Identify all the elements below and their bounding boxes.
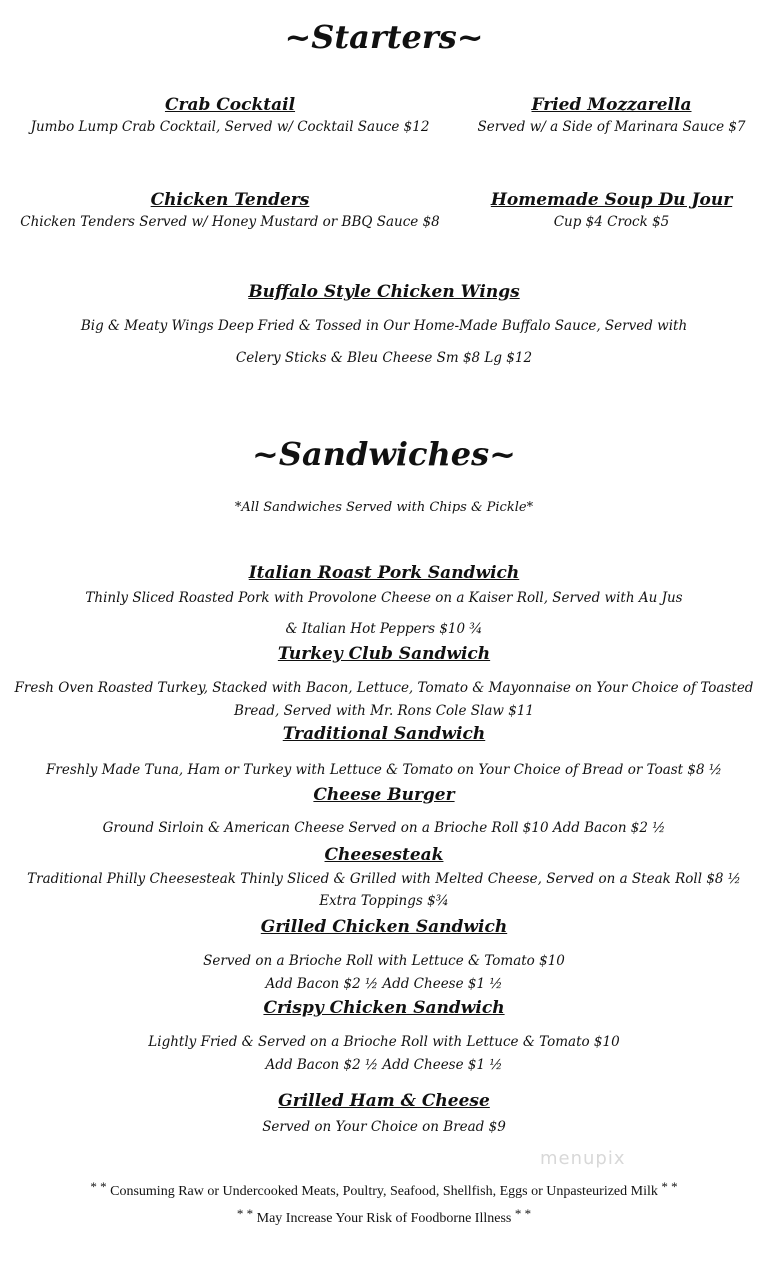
item-name: Chicken Tenders — [150, 190, 310, 210]
item-name-turkey-club: Turkey Club Sandwich — [277, 644, 491, 664]
item-name-cheese-burger: Cheese Burger — [313, 785, 455, 805]
item-name-italian-roast-pork: Italian Roast Pork Sandwich — [248, 563, 520, 583]
starters-title: ~Starters~ — [284, 18, 484, 56]
item-name-grilled-ham-cheese: Grilled Ham & Cheese — [278, 1091, 490, 1111]
item-name-grilled-chicken: Grilled Chicken Sandwich — [260, 917, 508, 937]
sandwiches-title: ~Sandwiches~ — [252, 435, 516, 473]
item-desc-traditional: Freshly Made Tuna, Ham or Turkey with Lettuce & Tomato on Your Choice of Bread or Toast $8 ½ — [46, 762, 722, 778]
menu-item-fried-mozzarella — [455, 95, 768, 135]
asterisks: * * — [90, 1179, 107, 1194]
item-desc-turkey-club-1: Fresh Oven Roasted Turkey, Stacked with Bacon, Lettuce, Tomato & Mayonnaise on Your Choice of Toasted — [14, 680, 754, 696]
item-desc-grilled-ham-cheese: Served on Your Choice on Bread $9 — [262, 1119, 506, 1135]
item-desc-buffalo-wings-2: Celery Sticks & Bleu Cheese Sm $8 Lg $12 — [235, 350, 533, 366]
item-desc-cheese-burger: Ground Sirloin & American Cheese Served on a Brioche Roll $10 Add Bacon $2 ½ — [102, 820, 666, 836]
asterisks: * * — [514, 1206, 532, 1221]
watermark: menupix — [540, 1148, 626, 1169]
item-desc-italian-roast-pork-2: & Italian Hot Peppers $10 ¾ — [285, 621, 483, 637]
item-desc: Cup $4 Crock $5 — [553, 214, 670, 230]
menu-item-crab-cocktail — [20, 95, 440, 135]
item-desc-italian-roast-pork-1: Thinly Sliced Roasted Pork with Provolone Cheese on a Kaiser Roll, Served with Au Jus — [85, 590, 683, 606]
item-desc-turkey-club-2: Bread, Served with Mr. Rons Cole Slaw $11 — [233, 703, 535, 719]
item-desc-buffalo-wings-1: Big & Meaty Wings Deep Fried & Tossed in Our Home-Made Buffalo Sauce, Served with — [80, 318, 688, 334]
item-desc-cheesesteak-2: Extra Toppings $¾ — [319, 893, 449, 909]
asterisks: * * — [661, 1179, 678, 1194]
sandwiches-note: *All Sandwiches Served with Chips & Pickle* — [234, 500, 534, 515]
warning-text-2: May Increase Your Risk of Foodborne Illness — [256, 1211, 512, 1226]
item-desc-grilled-chicken-2: Add Bacon $2 ½ Add Cheese $1 ½ — [265, 976, 503, 992]
item-desc-crispy-chicken-2: Add Bacon $2 ½ Add Cheese $1 ½ — [265, 1057, 503, 1073]
item-name: Fried Mozzarella — [531, 95, 692, 115]
item-desc-crispy-chicken-1: Lightly Fried & Served on a Brioche Roll with Lettuce & Tomato $10 — [148, 1034, 620, 1050]
warning-text-1: Consuming Raw or Undercooked Meats, Poultry, Seafood, Shellfish, Eggs or Unpasteurized Milk — [110, 1184, 658, 1199]
item-name: Crab Cocktail — [164, 95, 296, 115]
health-warning-line-2 — [0, 1206, 768, 1227]
item-desc: Chicken Tenders Served w/ Honey Mustard or BBQ Sauce $8 — [20, 214, 440, 230]
menu-item-chicken-tenders — [20, 190, 440, 230]
item-name-buffalo-wings: Buffalo Style Chicken Wings — [248, 282, 520, 302]
asterisks: * * — [236, 1206, 254, 1221]
item-name-traditional: Traditional Sandwich — [282, 724, 486, 744]
item-desc: Served w/ a Side of Marinara Sauce $7 — [477, 119, 746, 135]
menu-item-soup-du-jour — [455, 190, 768, 230]
item-desc-cheesesteak-1: Traditional Philly Cheesesteak Thinly Sliced & Grilled with Melted Cheese, Served on a Steak Roll $8 ½ — [27, 871, 741, 887]
item-name-cheesesteak: Cheesesteak — [324, 845, 444, 865]
health-warning-line-1 — [0, 1179, 768, 1200]
item-name: Homemade Soup Du Jour — [490, 190, 733, 210]
item-desc: Jumbo Lump Crab Cocktail, Served w/ Cocktail Sauce $12 — [30, 119, 430, 135]
item-desc-grilled-chicken-1: Served on a Brioche Roll with Lettuce & Tomato $10 — [203, 953, 565, 969]
item-name-crispy-chicken: Crispy Chicken Sandwich — [263, 998, 505, 1018]
